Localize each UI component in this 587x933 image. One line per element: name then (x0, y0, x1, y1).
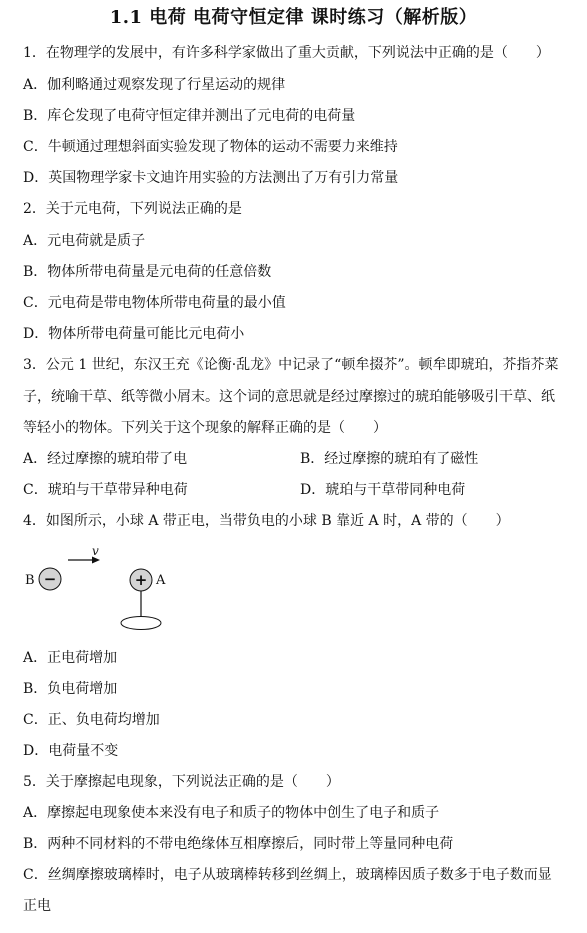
question-5-stem: 5．关于摩擦起电现象，下列说法正确的是（ ） (23, 774, 340, 790)
question-2-stem: 2．关于元电荷，下列说法正确的是 (23, 201, 242, 217)
question-2-option-d: D．物体所带电荷量可能比元电荷小 (23, 326, 245, 342)
question-1-stem: 1．在物理学的发展中，有许多科学家做出了重大贡献，下列说法中正确的是（ ） (23, 45, 550, 61)
plus-sign-icon: + (134, 571, 148, 589)
question-5-option-a: A．摩擦起电现象使本来没有电子和质子的物体中创生了电子和质子 (23, 805, 440, 821)
question-4-stem: 4．如图所示，小球 A 带正电，当带负电的小球 B 靠近 A 时，A 带的（ ） (23, 513, 510, 529)
question-2-option-a: A．元电荷就是质子 (23, 233, 146, 249)
question-1-option-a: A．伽利略通过观察发现了行星运动的规律 (23, 77, 286, 93)
question-3-stem-line-2: 子，统喻干草、纸等微小屑末。这个词的意思就是经过摩擦过的琥珀能够吸引干草、纸 (23, 389, 555, 405)
question-3-stem-line-1: 3．公元 1 世纪，东汉王充《论衡·乱龙》中记录了“顿牟掇芥”。顿牟即琥珀，芥指芥菜 (23, 357, 559, 373)
document-title: 1.1 电荷 电荷守恒定律 课时练习（解析版） (109, 7, 478, 28)
question-2-option-c: C．元电荷是带电物体所带电荷量的最小值 (23, 295, 286, 311)
question-5-option-c-line-2: 正电 (23, 898, 51, 914)
sphere-a-label: A (156, 573, 166, 588)
question-5-option-b: B．两种不同材料的不带电绝缘体互相摩擦后，同时带上等量同种电荷 (23, 836, 454, 852)
question-1-option-c: C．牛顿通过理想斜面实验发现了物体的运动不需要力来维持 (23, 139, 398, 155)
minus-sign-icon: − (43, 570, 57, 588)
charged-spheres-figure (20, 540, 180, 640)
question-5-option-c-line-1: C．丝绸摩擦玻璃棒时，电子从玻璃棒转移到丝绸上，玻璃棒因质子数多于电子数而显 (23, 867, 552, 883)
question-3-option-b: B．经过摩擦的琥珀有了磁性 (300, 451, 479, 467)
question-4-option-a: A．正电荷增加 (23, 650, 118, 666)
question-4-option-d: D．电荷量不变 (23, 743, 119, 759)
insulating-stand-base (121, 617, 161, 630)
question-3-option-d: D．琥珀与干草带同种电荷 (300, 482, 466, 498)
question-3-stem-line-3: 等轻小的物体。下列关于这个现象的解释正确的是（ ） (23, 420, 387, 436)
question-1-option-d: D．英国物理学家卡文迪许用实验的方法测出了万有引力常量 (23, 170, 399, 186)
question-3-option-c: C．琥珀与干草带异种电荷 (23, 482, 188, 498)
sphere-b-label: B (25, 573, 35, 588)
question-4-option-b: B．负电荷增加 (23, 681, 118, 697)
question-1-option-b: B．库仑发现了电荷守恒定律并测出了元电荷的电荷量 (23, 108, 356, 124)
question-4-option-c: C．正、负电荷均增加 (23, 712, 160, 728)
question-3-option-a: A．经过摩擦的琥珀带了电 (23, 451, 188, 467)
question-2-option-b: B．物体所带电荷量是元电荷的任意倍数 (23, 264, 272, 280)
velocity-label: v (92, 544, 99, 558)
